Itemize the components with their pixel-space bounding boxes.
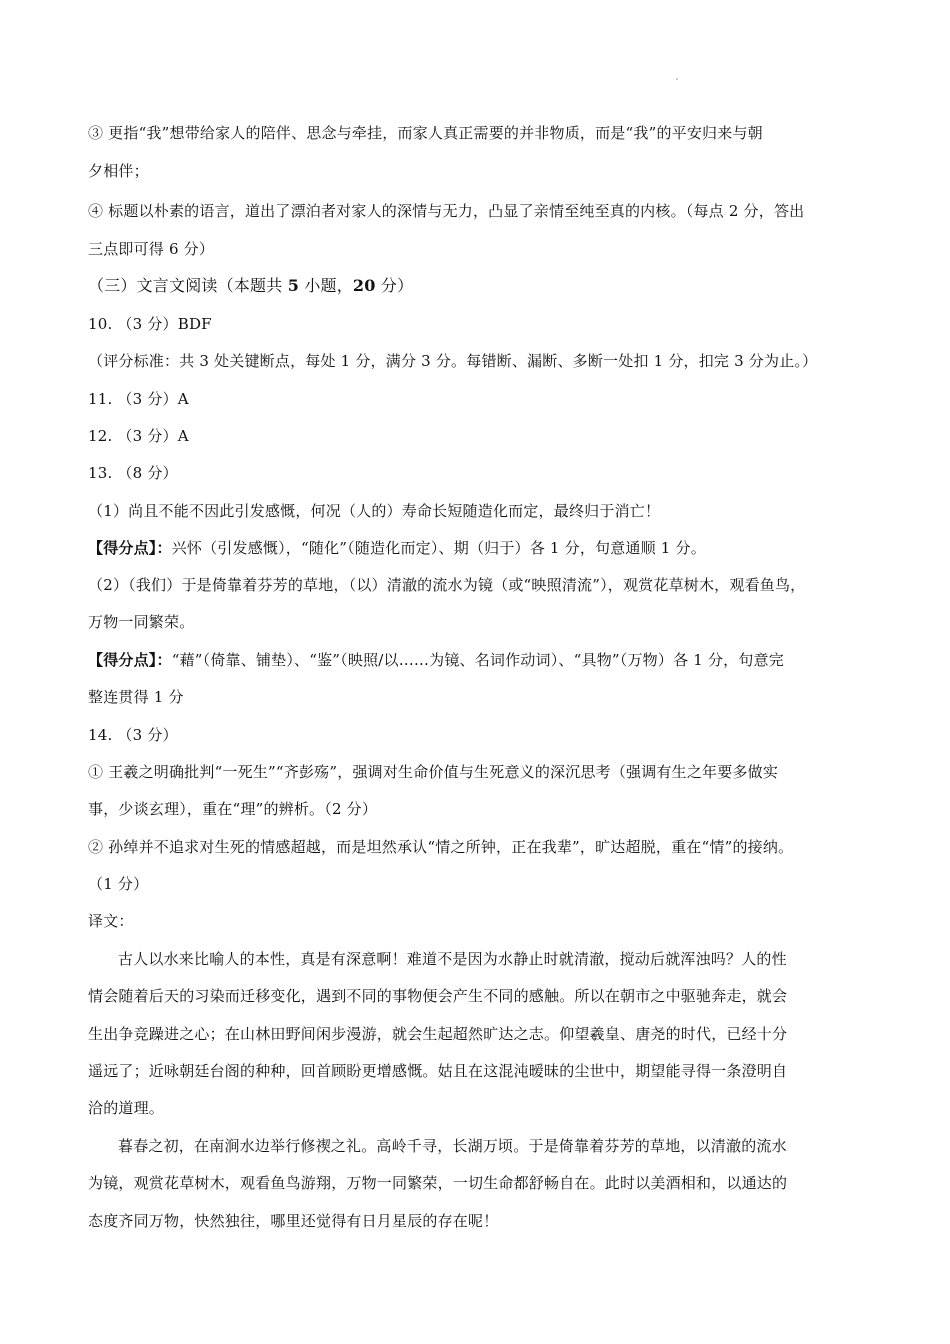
score-label: 【得分点】： (88, 651, 172, 669)
answer-line: ① 王羲之明确批判“一死生”“齐彭殇”，强调对生命价值与生死意义的深沉思考（强调有生之年要多做实 (88, 763, 779, 781)
translation-line: 为镜，观赏花草树木，观看鱼鸟游翔，万物一同繁荣，一切生命都舒畅自在。此时以美酒相和，以通达的 (88, 1174, 788, 1192)
translation-line: 暮春之初，在南涧水边举行修禊之礼。高岭千寻，长湖万顷。于是倚靠着芬芳的草地，以清澈的流水 (118, 1137, 787, 1155)
answer-line: 夕相伴； (88, 162, 149, 180)
answer-line: （评分标准：共 3 处关键断点，每处 1 分，满分 3 分。每错断、漏断、多断一处扣 1 分，扣完 3 分为止。） (88, 352, 818, 370)
answer-line: 11. （3 分）A (88, 390, 189, 408)
answer-line: 13. （8 分） (88, 464, 178, 482)
answer-line: （1）尚且不能不因此引发感慨，何况（人的）寿命长短随造化而定，最终归于消亡！ (88, 502, 661, 520)
answer-line: （1 分） (88, 875, 149, 893)
answer-line: （2）（我们）于是倚靠着芬芳的草地，（以）清澈的流水为镜（或“映照清流”），观赏花草树木，观看鱼鸟， (88, 576, 806, 594)
answer-line: 万物一同繁荣。 (88, 613, 195, 631)
answer-line: ② 孙绰并不追求对生死的情感超越，而是坦然承认“情之所钟，正在我辈”，旷达超脱，重在“情”的接纳。 (88, 838, 794, 856)
scoring-line: 【得分点】：“藉”（倚靠、铺垫）、“鉴”（映照/以……为镜、名词作动词）、“具物”（万物）各 1 分，句意完 (88, 651, 784, 669)
section-heading: （三）文言文阅读（本题共 5 小题，20 分） (88, 276, 414, 295)
answer-line: 整连贯得 1 分 (88, 688, 184, 706)
answer-line: 12. （3 分）A (88, 427, 189, 445)
score-label: 【得分点】： (88, 539, 172, 557)
translation-line: 古人以水来比喻人的本性，真是有深意啊！难道不是因为水静止时就清澈，搅动后就浑浊吗？人的性 (118, 950, 787, 968)
translation-label: 译文： (88, 912, 134, 930)
translation-line: 生出争竞躁进之心；在山林田野间闲步漫游，就会生起超然旷达之志。仰望羲皇、唐尧的时代，已经十分 (88, 1025, 788, 1043)
scoring-line: 【得分点】：兴怀（引发感慨），“随化”（随造化而定）、期（归于）各 1 分，句意通顺 1 分。 (88, 539, 706, 557)
translation-line: 洽的道理。 (88, 1099, 165, 1117)
answer-line: 事，少谈玄理），重在“理”的辨析。（2 分） (88, 800, 378, 818)
answer-line: ④ 标题以朴素的语言，道出了漂泊者对家人的深情与无力，凸显了亲情至纯至真的内核。（每点 2 分，答出 (88, 202, 805, 220)
answer-line: 三点即可得 6 分） (88, 240, 215, 258)
answer-line: 10. （3 分）BDF (88, 315, 212, 333)
page-speck (676, 78, 678, 80)
translation-line: 遥远了；近咏朝廷台阁的种种，回首顾盼更增感慨。姑且在这混沌暧昧的尘世中，期望能寻得一条澄明自 (88, 1062, 788, 1080)
translation-line: 态度齐同万物，快然独往，哪里还觉得有日月星辰的存在呢！ (88, 1212, 499, 1230)
translation-line: 情会随着后天的习染而迁移变化，遇到不同的事物便会产生不同的感触。所以在朝市之中驱驰奔走，就会 (88, 987, 788, 1005)
answer-line: 14. （3 分） (88, 726, 178, 744)
answer-line: ③ 更指“我”想带给家人的陪伴、思念与牵挂，而家人真正需要的并非物质，而是“我”的平安归来与朝 (88, 124, 763, 142)
